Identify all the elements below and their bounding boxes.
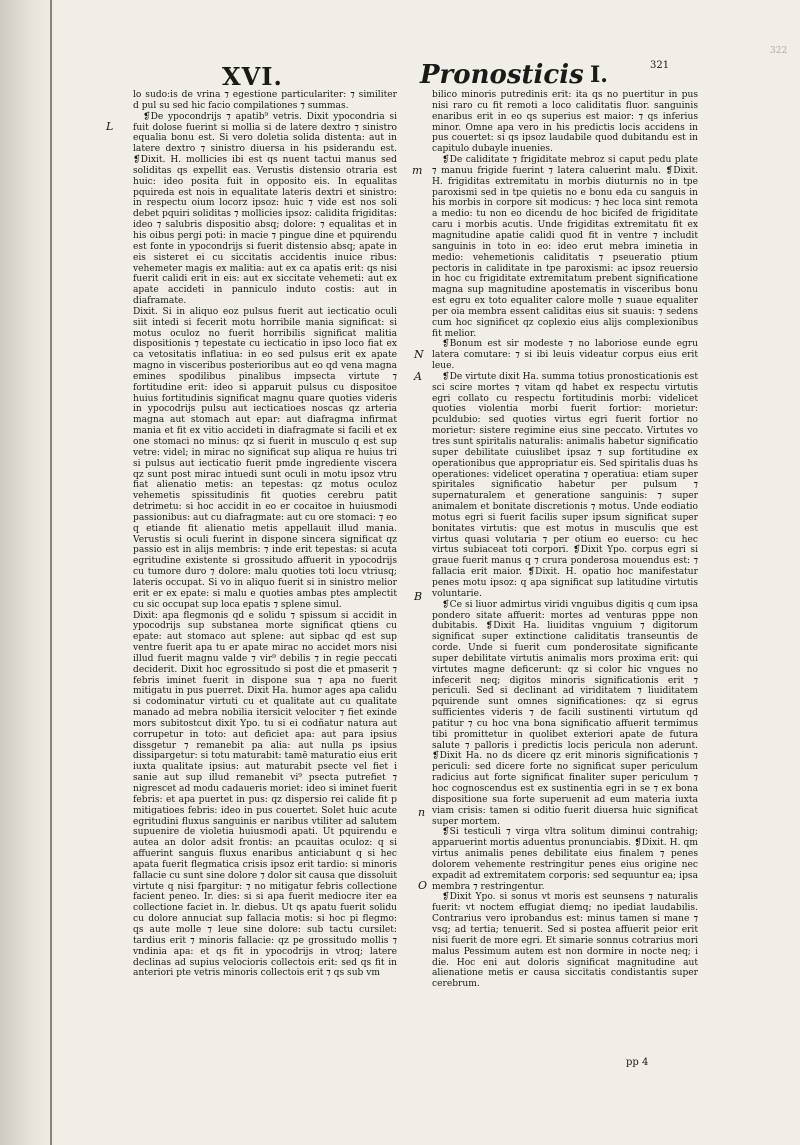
margin-letter: O [418,879,428,892]
paragraph: ❡Si testiculi ⁊ virga vltra solitum diminui contrahig; apparuerint mortis aduentus pronunciabis. ❡Dixit. H. qm virtus animalis penes debilitate eius finalem ⁊ penes dolorem vehemente restringitur penes eius origine nec expadit ad extremitatem corporis: sed sequuntur ea; ipsa membra ⁊ restringentur. [432,827,698,892]
paragraph: lo sudo:is de vrina ⁊ egestione particulariter: ⁊ similiter d pul su sed hic facio compilationes ⁊ summas. [133,90,397,111]
paragraph: bilico minoris putredinis erit: ita qs no puertitur in pus nisi raro cu fit remoti a loco caliditatis fluor. sanguinis enaribus erit in eo qs superius est maior: ⁊ qs inferius minor. Omne apa vero in his predictis locis accidens in pus couertet: si qs ipsoz laudabile quod dubitandu est in capitulo dubayle inuenies. [432,90,698,155]
running-head-book-roman: I. [590,62,608,88]
left-text-column [133,90,397,979]
paragraph: ❡De caliditate ⁊ frigiditate mebroz si caput pedu plate ⁊ manuu frigide fuerint ⁊ latera caluerint malu. ❡Dixit. H. frigiditas extremitatu in morbis diuturnis no in tpe paroxismi sed in tpe quietis no e bonu eda cu sanguis in his morbis in corpore sit modicus: ⁊ hec loca sint remota a medio: tu non eo dicendu de hoc bicifed de frigiditate caru i morbis acutis. Unde frigiditas extremitatu fit ex magnitudine apatie calidi quod fit in ventre ⁊ includit sanguinis in toto in eo: ideo erut mebra iminetia in medio: vehemetionis caliditatis ⁊ pseueratio ptium pectoris in caliditate in tpe paroxismi: ac ipsoz reuersio in hoc cu frigiditate extremitatum prebent significatione magna sup magnitudine apostematis in visceribus bonu est egru ex toto equaliter calore molle ⁊ suaue equaliter per oia membra essent caliditas eius sit suauis: ⁊ sedens cum hoc significet qz coplexio eius alijs complexionibus fit melior. [432,155,698,339]
paragraph: ❡Ce si liuor admirtus viridi vnguibus digitis q cum ipsa pondero sitate affuerit: mortes ad venturas pppe non dubitabis. ❡Dixit Ha. liuiditas vnguium ⁊ digitorum significat super extinctione caliditatis transeuntis de corde. Unde si fuerit cum ponderositate significante super debilitate virtutis animalis mors proxima erit: qui virtutes magne deficerunt: qz si color hic vngues no infecerit neq; digitos minoris significationis erit ⁊ periculi. Sed si declinant ad viriditatem ⁊ liuiditatem pquirende sunt omnes significationes: qz si egrus sufficientes videris ⁊ de facili sustinenti virtutum qd patitur ⁊ cu hoc vna bona significatio affuerit termimus tibi promittetur in quolibet exteriori apate de futura salute ⁊ palloris i predictis locis pericula non aderunt. ❡Dixit Ha. no ds dicere qz erit minoris significationis ⁊ periculi: sed dicere forte no significat super periculum radicius aut forte significat finaliter super periculum ⁊ hoc cognoscendus est ex sustinentia egri in se ⁊ ex bona dispositione sua forte superuenit ad eum materia iuxta viam crisis: tamen si oditio fuerit diuersa huic significat super mortem. [432,599,698,827]
margin-letter: A [414,370,422,383]
paragraph: ❡De virtute dixit Ha. summa totius pronosticationis est sci scire mortes ⁊ vitam qd habet ex respectu virtutis egri collato cu respectu fortitudinis morbi: videlicet quoties violentia morbi fuerit fortior: morietur: pculdubio: sed quoties virtus egri fuerit fortior no morietur: sistere regimine eius sine peccato. Virtutes vo tres sunt spiritalis naturalis: animalis habetur significatio super debilitate cuiuslibet ipsaz ⁊ sup fortitudine ex operationibus que appropriatur eis. Sed spiritalis duas hs operationes: videlicet operatina ⁊ operatiua: etiam super spiritales significatio habetur per pulsum ⁊ supernaturalem et generatione sanguinis: ⁊ super animalem et bonitate discretionis ⁊ motus. Unde eodiatio motus egri si fuerit facilis super ipsum significat super bonitates virtutis: que est motus in musculis que est virtus quasi volutaria ⁊ per otium eo euerso: cu hec virtus subiaceat toti corpori. ❡Dixit Ypo. corpus egri si graue fuerit manus q ⁊ crura ponderosa mouendus est: ⁊ fallacia erit maior. ❡Dixit. H. opatio hoc manifestatur penes motu ipsoz: q apa significat sup latitudine virtutis voluntarie. [432,371,698,599]
paragraph: ❡De ypocondrijs ⁊ apatib⁹ vetris. Dixit ypocondria si fuit dolose fuerint si mollia si de latere dextro ⁊ sinistro equalia bonu est. Si vero doletia solida distenta: aut in latere dextro ⁊ sinistro diuersa in his psiderandu est. ❡Dixit. H. mollicies ibi est qs nuent tactui manus sed soliditas qs expellit eas. Verustis distensio otraria est huic: ideo posita fuit in opposito eis. In equalitas pquireda est nois in equalitate lateris dextri et sinistro: in respectu oium locorz ipsoz: huic ⁊ vide est nos soli debet pquiri soliditas ⁊ mollicies ipsoz: calidita frigiditas: ideo ⁊ salubris dispositio absq; dolore: ⁊ equalitas et in his oibus pergi poti: in macie ⁊ pingue dine et pquirendu est fonte in ypocondrijs si fuerit distensio absq; apate in eis sisteret ei cu siccitatis accidentis inuice ribus: vehemeter magis ex malitia: aut ex ca apatis erit: qs nisi fuerit calidi erit in eis: aut ex siccitate vehemeti: aut ex apate accideti in panniculo induto costis: aut in diaframate. [133,111,397,307]
binding-rule [50,0,52,1145]
margin-letter: n [418,806,426,819]
right-text-column [432,90,698,990]
paragraph: ❡Bonum est sir modeste ⁊ no laboriose eunde egru latera comutare: ⁊ si ibi leuis videatur corpus eius erit leue. [432,339,698,372]
running-head-book-number: XVI. [222,62,283,91]
margin-letter: L [106,120,114,133]
margin-letter: m [412,164,423,177]
signature-mark: pp 4 [626,1057,649,1068]
margin-letter: N [414,348,424,361]
margin-scribble: 322 [770,46,788,56]
paragraph: ❡Dixit Ypo. si sonus vt moris est seunsens ⁊ naturalis fuerit: vt noctem effugiat diemq; no ipediat laudabilis. Contrarius vero iprobandus est: minus tamen si mane ⁊ vsq; ad tertia; tenuerit. Sed si postea affuerit peior erit nisi fuerit de more egri. Et simarie sonnus cotrarius mori malus Pessimum autem est non dormire in nocte neq; i die. Hoc eni aut doloris significat magnitudine aut alienatione metis er causa siccitatis condistantis super cerebrum. [432,892,698,990]
running-head-title: Pronosticis [420,60,584,90]
folio-number: 321 [650,60,670,71]
margin-letter: B [414,590,423,603]
paragraph: Dixit. Si in aliquo eoz pulsus fuerit aut iecticatio oculi siit intedi si fecerit motu horribile mania significat: si motus oculoz no fuerit horribilis significat malitia dispositionis ⁊ tepestate cu iecticatio in ipso loco fiat ex ca vetositatis inflatiua: in eo sed pulsus erit ex apate magno in visceribus posterioribus aut eo qd vena magna emines spodilibus pinalibus impsecta virtute ⁊ fortitudine erit: ideo si apparuit pulsus cu dispositoe huius fortitudinis significat magnu quare quoties videris in ypocodrijs pulsu aut iecticatioes noscas qz arteria magna aut stomach aut epar: aut diafragma infirmat mania et fit ex vitio accideti in diafragmate si facili et ex one stomaci no minus: qz si fuerit in musculo q est sup vetre: videl; in mirac no significat sup aliqua re huius tri si pulsus aut iecticatio fuerit pmde ingrediente viscera qz sunt post mirac intuedi sunt oculi in motu ipsoz vtru fiat alienatio metis: an tepestas: qz motus oculoz vehemetis spissitudinis fit quoties cerebru patit detrimetu: si hoc accidit in eo er cocaitoe in huiusmodi passionibus: aut cu diafragmate: aut cu ore stomaci: ⁊ eo q etiande fit alienatio metis appellauit illud mania. Verustis si oculi fuerint in dispone sincera significat qz passio est in alijs membris: ⁊ inde erit tepestas: si acuta egritudine existente si grossitudo affuerit in ypocodrijs cu tumore duro ⁊ dolore: malu quoties toti locu vtriusq; lateris occupat. Si vo in aliquo fuerit si in sinistro melior erit er ex epate: si malu e quoties ambas ptes amplectit cu sic occupat sup loca epatis ⁊ splene simul. [133,306,397,610]
paragraph: Dixit: apa flegmonis qd e solidu ⁊ spissum si accidit in ypocodrijs sup substanea morte significat qtiens cu epate: aut stomaco aut splene: aut sipbac qd est sup ventre fuerit apa tu er apate mirac no accidet mors nisi illud fuerit magnu valde ⁊ vir⁹ debilis ⁊ in regie peccati deciderit. Dixit hoc egrossitudo si post die et pmaserit ⁊ febris iminet fuerit in dispone sua ⁊ apa no fuerit mitigatu in pus puerret. Dixit Ha. humor ages apa calidu si codominatur virtuti cu et qualitate aut cu qualitate manado ad mebra nobilia itersicit velociter ⁊ fiet exinde mors subitostcut dixit Ypo. tu si ei codñatur natura aut corrupetur in toto: aut deficiet apa: aut para ipsius dissgetur ⁊ remanebit pa alia: aut nulla ps ipsius dissipargetur: si totu maturabit: tamē maturatio eius erit iuxta qualitate ipsius: aut maturabit psecte vel fiet i sanie aut sup illud remanebit vi⁹ psecta putrefiet ⁊ nigrescet ad modu cadaueris moriet: ideo si iminet fuerit febris: et apa puertet in pus: qz dispersio rei calide fit p mitigatioes febris: ideo in pus couertet. Solet huic acute egritudini fluxus sanguinis er naribus vtiliter ad salutem supuenire de violetia huiusmodi apati. Ut pquirendu e autea an dolor adsit frontis: an pcauitas oculoz: q si affuerint sanguis fluxus enaribus anticiabunt q si hec apata fuerit flegmatica crisis ipsoz erit tardio: si minoris fallacie cu sunt sine dolore ⁊ dolor sit causa que dissoluit virtute q nisi fpargitur: ⁊ no mitigatur febris collectione facient peneo. Ir. dies: si si apa fuerit mediocre iter ea collectione faciet in. lr. diebus. Ut qs apatu fuerit solidu cu dolore annuciat sup fallacia motis: si hoc pi flegmo: qs aute molle ⁊ leue sine dolore: sub tactu cursilet: tardius erit ⁊ minoris fallacie: qz pe grossitudo mollis ⁊ vndinia apa: et qs fit in ypocodrijs in vtroq; latere declinas ad supius velocioris collectois erit: sed qs fit in anteriori pte vetris minoris collectois erit ⁊ qs sub vm [133,610,397,979]
